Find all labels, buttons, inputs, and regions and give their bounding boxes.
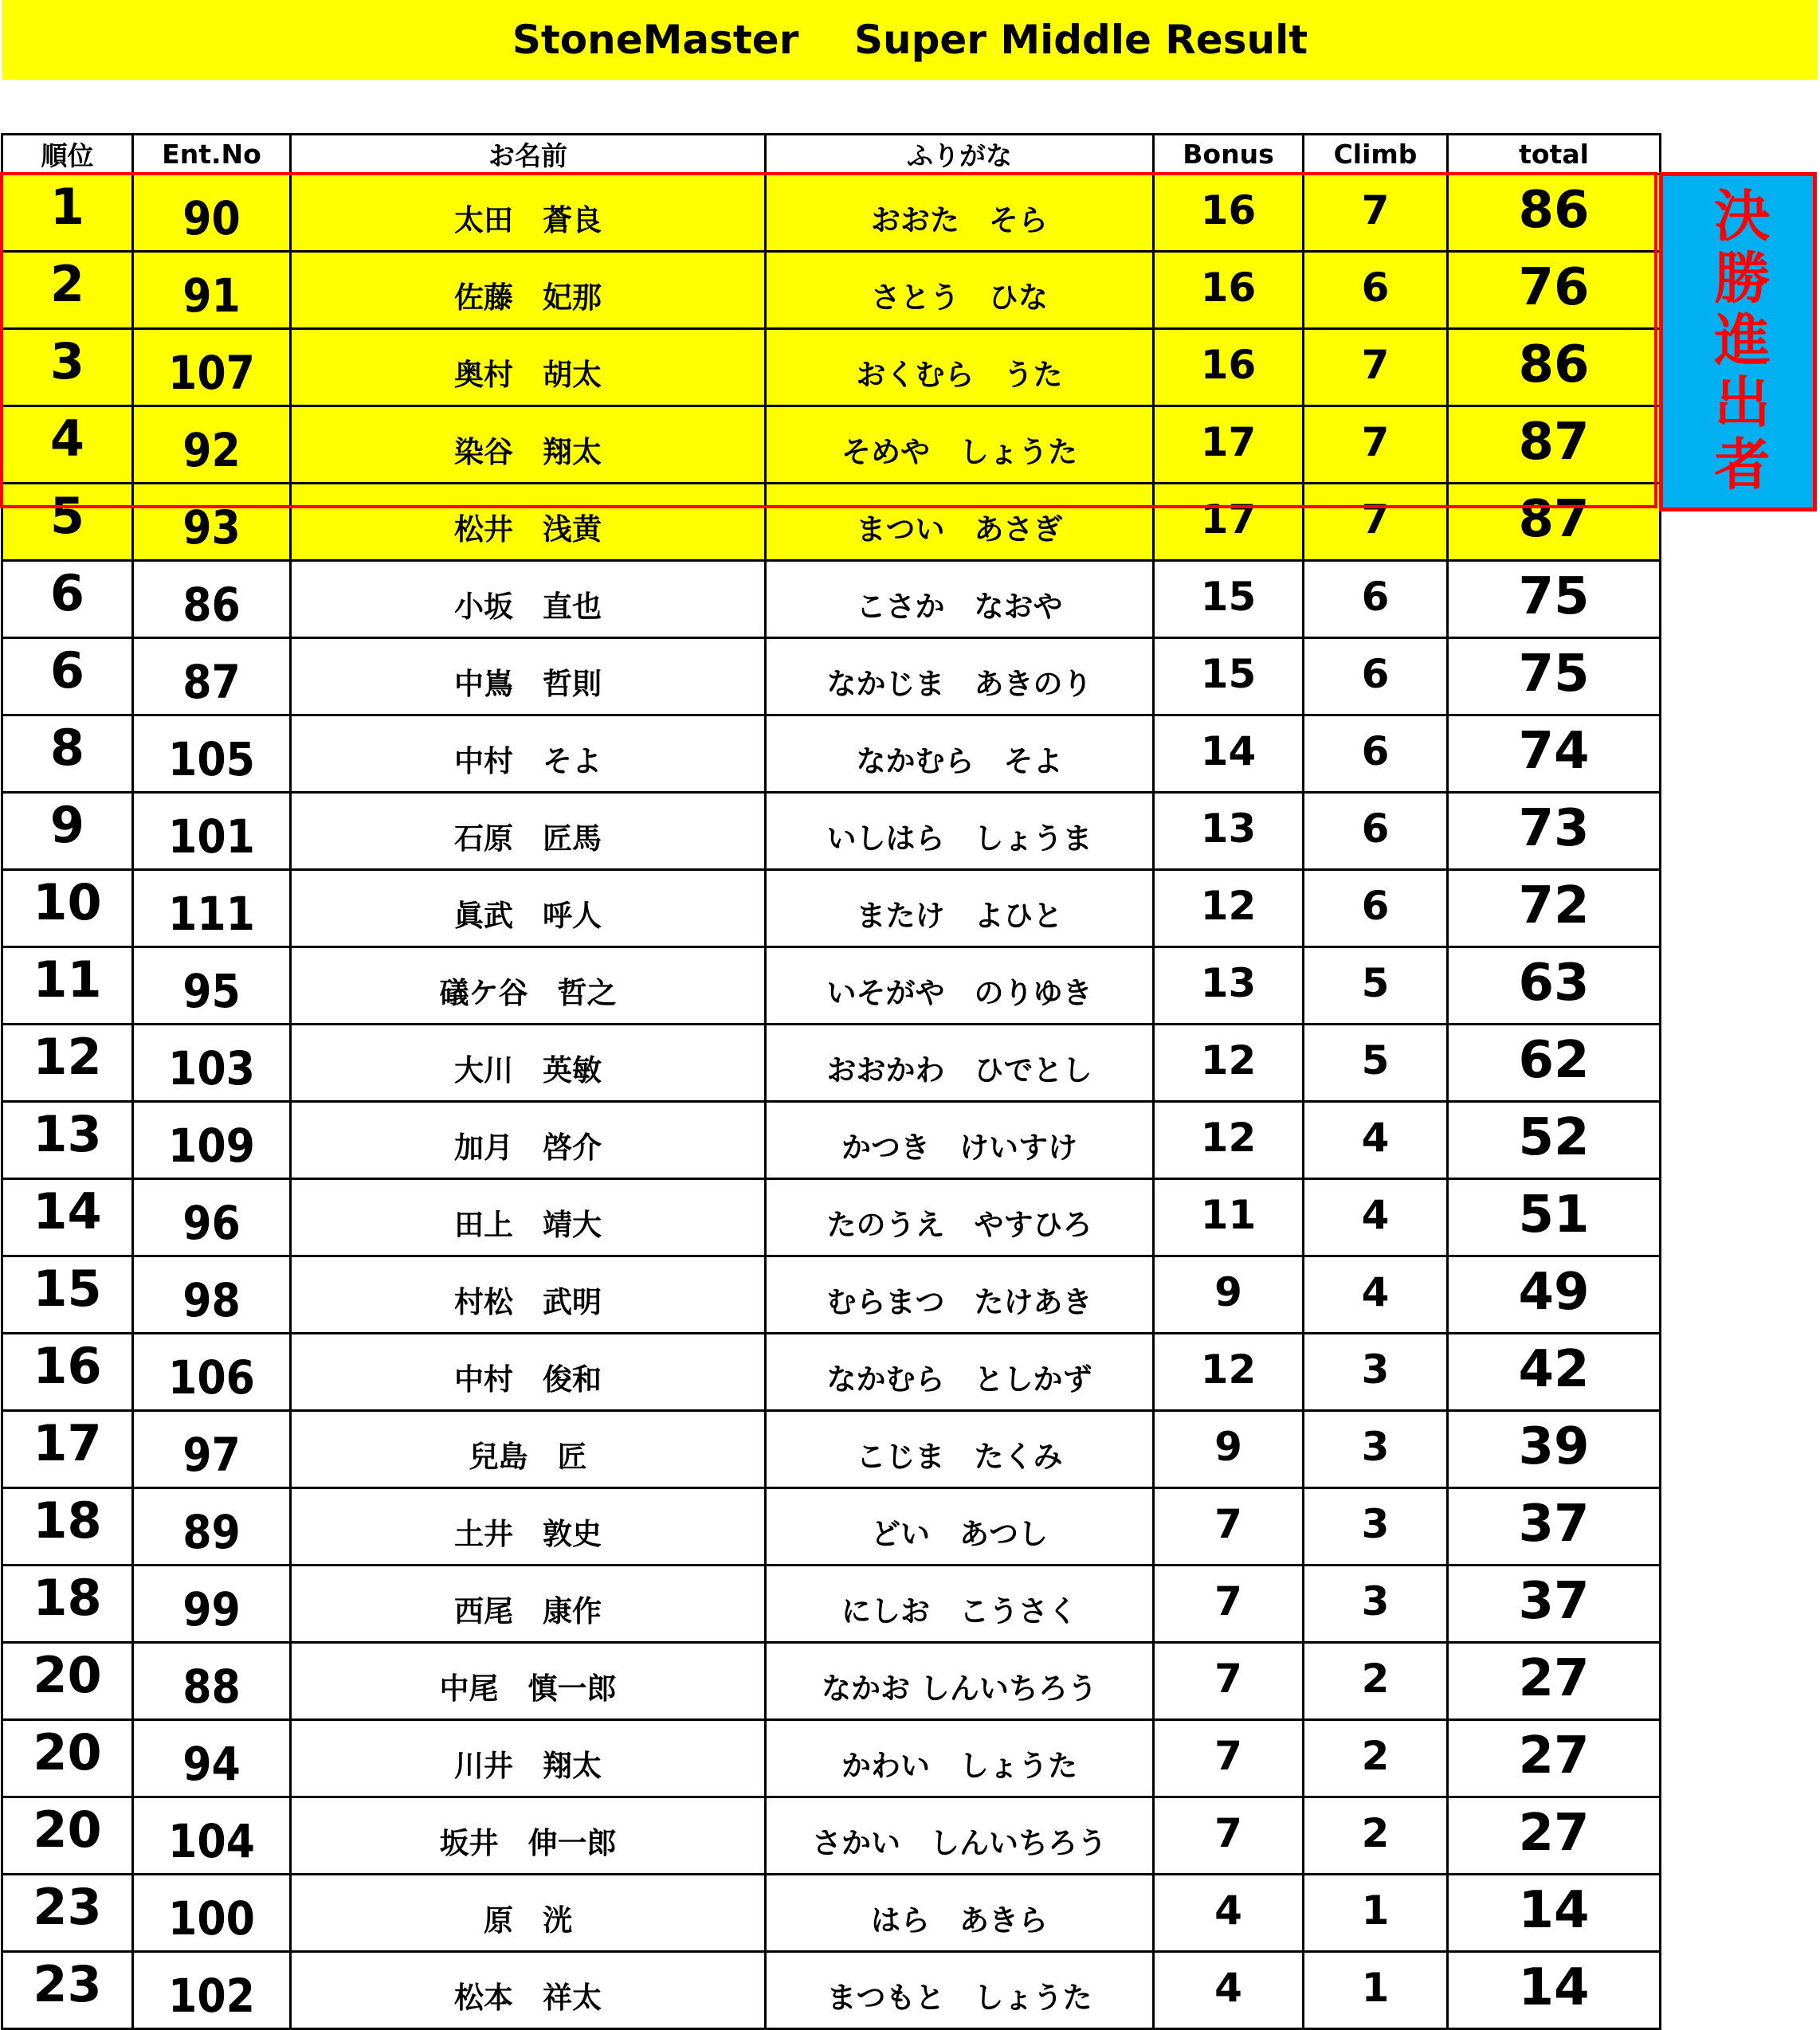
- cell-bonus: 17: [1154, 406, 1304, 484]
- cell-name: 小坂 直也: [291, 561, 766, 638]
- table-row: [2, 1256, 1661, 1334]
- cell-bonus: 16: [1154, 174, 1304, 252]
- cell-rank: 20: [2, 1643, 133, 1720]
- cell-entno: 96: [133, 1179, 291, 1256]
- table-row: [2, 174, 1661, 252]
- results-body: [2, 174, 1661, 2029]
- cell-kana: はら あきら: [766, 1875, 1154, 1952]
- cell-rank: 10: [2, 870, 133, 947]
- cell-kana: おおた そら: [766, 174, 1154, 252]
- cell-name: 加月 啓介: [291, 1102, 766, 1179]
- cell-entno: 102: [133, 1952, 291, 2029]
- cell-climb: 2: [1304, 1720, 1448, 1797]
- table-row: [2, 406, 1661, 484]
- cell-kana: なかお しんいちろう: [766, 1643, 1154, 1720]
- cell-entno: 103: [133, 1025, 291, 1102]
- cell-total: 14: [1448, 1875, 1661, 1952]
- cell-entno: 101: [133, 793, 291, 870]
- table-row: [2, 947, 1661, 1025]
- cell-name: 中尾 慎一郎: [291, 1643, 766, 1720]
- cell-rank: 13: [2, 1102, 133, 1179]
- cell-entno: 106: [133, 1334, 291, 1411]
- cell-climb: 6: [1304, 561, 1448, 638]
- cell-rank: 9: [2, 793, 133, 870]
- cell-bonus: 15: [1154, 638, 1304, 715]
- cell-rank: 8: [2, 715, 133, 793]
- cell-name: 中嶌 哲則: [291, 638, 766, 715]
- table-row: [2, 329, 1661, 406]
- table-row: [2, 793, 1661, 870]
- table-row: [2, 1334, 1661, 1411]
- table-row: [2, 870, 1661, 947]
- page-title-left: StoneMaster: [512, 17, 799, 63]
- cell-entno: 87: [133, 638, 291, 715]
- cell-kana: さとう ひな: [766, 252, 1154, 329]
- cell-name: 奥村 胡太: [291, 329, 766, 406]
- header-kana: ふりがな: [766, 135, 1154, 174]
- cell-kana: またけ よひと: [766, 870, 1154, 947]
- cell-name: 礒ケ谷 哲之: [291, 947, 766, 1025]
- cell-climb: 3: [1304, 1566, 1448, 1643]
- cell-bonus: 13: [1154, 793, 1304, 870]
- cell-total: 76: [1448, 252, 1661, 329]
- cell-climb: 4: [1304, 1179, 1448, 1256]
- cell-kana: そめや しょうた: [766, 406, 1154, 484]
- cell-entno: 88: [133, 1643, 291, 1720]
- cell-rank: 5: [2, 484, 133, 561]
- finalist-badge: [1659, 172, 1817, 511]
- cell-name: 佐藤 妃那: [291, 252, 766, 329]
- cell-entno: 99: [133, 1566, 291, 1643]
- cell-name: 石原 匠馬: [291, 793, 766, 870]
- cell-entno: 92: [133, 406, 291, 484]
- cell-name: 眞武 呼人: [291, 870, 766, 947]
- cell-rank: 12: [2, 1025, 133, 1102]
- results-table: [1, 133, 1661, 2030]
- cell-kana: なかむら そよ: [766, 715, 1154, 793]
- cell-bonus: 7: [1154, 1720, 1304, 1797]
- cell-entno: 97: [133, 1411, 291, 1488]
- header-total: total: [1448, 135, 1661, 174]
- cell-climb: 5: [1304, 1025, 1448, 1102]
- cell-total: 27: [1448, 1720, 1661, 1797]
- cell-climb: 6: [1304, 870, 1448, 947]
- cell-climb: 6: [1304, 252, 1448, 329]
- cell-total: 27: [1448, 1797, 1661, 1875]
- cell-name: 中村 そよ: [291, 715, 766, 793]
- cell-climb: 3: [1304, 1334, 1448, 1411]
- header-rank: 順位: [2, 135, 133, 174]
- header-climb: Climb: [1304, 135, 1448, 174]
- cell-entno: 105: [133, 715, 291, 793]
- cell-entno: 94: [133, 1720, 291, 1797]
- cell-name: 松本 祥太: [291, 1952, 766, 2029]
- cell-entno: 111: [133, 870, 291, 947]
- cell-climb: 5: [1304, 947, 1448, 1025]
- table-row: [2, 1025, 1661, 1102]
- cell-total: 49: [1448, 1256, 1661, 1334]
- cell-bonus: 4: [1154, 1952, 1304, 2029]
- cell-climb: 7: [1304, 406, 1448, 484]
- table-row: [2, 1102, 1661, 1179]
- cell-name: 染谷 翔太: [291, 406, 766, 484]
- cell-rank: 16: [2, 1334, 133, 1411]
- cell-kana: まつもと しょうた: [766, 1952, 1154, 2029]
- cell-total: 75: [1448, 561, 1661, 638]
- cell-bonus: 11: [1154, 1179, 1304, 1256]
- header-row: [2, 135, 1661, 174]
- table-row: [2, 715, 1661, 793]
- table-row: [2, 1566, 1661, 1643]
- cell-rank: 23: [2, 1952, 133, 2029]
- cell-entno: 90: [133, 174, 291, 252]
- cell-bonus: 7: [1154, 1566, 1304, 1643]
- table-row: [2, 1875, 1661, 1952]
- cell-rank: 1: [2, 174, 133, 252]
- cell-name: 太田 蒼良: [291, 174, 766, 252]
- cell-climb: 6: [1304, 715, 1448, 793]
- cell-climb: 7: [1304, 484, 1448, 561]
- cell-name: 兒島 匠: [291, 1411, 766, 1488]
- cell-bonus: 7: [1154, 1643, 1304, 1720]
- cell-climb: 2: [1304, 1797, 1448, 1875]
- table-row: [2, 1952, 1661, 2029]
- cell-kana: こさか なおや: [766, 561, 1154, 638]
- cell-total: 27: [1448, 1643, 1661, 1720]
- cell-name: 村松 武明: [291, 1256, 766, 1334]
- cell-rank: 20: [2, 1797, 133, 1875]
- cell-entno: 104: [133, 1797, 291, 1875]
- cell-total: 73: [1448, 793, 1661, 870]
- cell-kana: いしはら しょうま: [766, 793, 1154, 870]
- table-row: [2, 484, 1661, 561]
- title-bar: [2, 0, 1818, 80]
- cell-rank: 18: [2, 1566, 133, 1643]
- cell-rank: 18: [2, 1488, 133, 1566]
- cell-name: 西尾 康作: [291, 1566, 766, 1643]
- cell-total: 72: [1448, 870, 1661, 947]
- page-title-right: Super Middle Result: [854, 17, 1308, 63]
- cell-rank: 3: [2, 329, 133, 406]
- cell-kana: いそがや のりゆき: [766, 947, 1154, 1025]
- cell-entno: 95: [133, 947, 291, 1025]
- cell-climb: 1: [1304, 1952, 1448, 2029]
- header-name: お名前: [291, 135, 766, 174]
- cell-name: 松井 浅黄: [291, 484, 766, 561]
- cell-entno: 109: [133, 1102, 291, 1179]
- cell-bonus: 7: [1154, 1488, 1304, 1566]
- title-gap: [798, 17, 854, 63]
- cell-total: 37: [1448, 1566, 1661, 1643]
- cell-entno: 107: [133, 329, 291, 406]
- table-row: [2, 252, 1661, 329]
- cell-bonus: 14: [1154, 715, 1304, 793]
- finalist-label: 決勝進出者: [1705, 186, 1771, 497]
- table-row: [2, 561, 1661, 638]
- cell-total: 39: [1448, 1411, 1661, 1488]
- cell-kana: なかむら としかず: [766, 1334, 1154, 1411]
- cell-entno: 89: [133, 1488, 291, 1566]
- cell-total: 74: [1448, 715, 1661, 793]
- cell-rank: 2: [2, 252, 133, 329]
- cell-total: 52: [1448, 1102, 1661, 1179]
- cell-name: 川井 翔太: [291, 1720, 766, 1797]
- cell-bonus: 12: [1154, 870, 1304, 947]
- cell-rank: 11: [2, 947, 133, 1025]
- cell-bonus: 7: [1154, 1797, 1304, 1875]
- cell-total: 86: [1448, 174, 1661, 252]
- cell-bonus: 12: [1154, 1334, 1304, 1411]
- cell-name: 中村 俊和: [291, 1334, 766, 1411]
- table-row: [2, 638, 1661, 715]
- cell-kana: むらまつ たけあき: [766, 1256, 1154, 1334]
- cell-climb: 7: [1304, 329, 1448, 406]
- cell-bonus: 9: [1154, 1411, 1304, 1488]
- cell-kana: たのうえ やすひろ: [766, 1179, 1154, 1256]
- cell-total: 62: [1448, 1025, 1661, 1102]
- cell-bonus: 4: [1154, 1875, 1304, 1952]
- cell-rank: 15: [2, 1256, 133, 1334]
- cell-climb: 6: [1304, 793, 1448, 870]
- table-row: [2, 1797, 1661, 1875]
- cell-entno: 98: [133, 1256, 291, 1334]
- cell-bonus: 17: [1154, 484, 1304, 561]
- cell-kana: なかじま あきのり: [766, 638, 1154, 715]
- cell-total: 14: [1448, 1952, 1661, 2029]
- table-row: [2, 1720, 1661, 1797]
- cell-name: 土井 敦史: [291, 1488, 766, 1566]
- cell-total: 75: [1448, 638, 1661, 715]
- cell-entno: 93: [133, 484, 291, 561]
- cell-total: 42: [1448, 1334, 1661, 1411]
- cell-climb: 3: [1304, 1488, 1448, 1566]
- cell-bonus: 15: [1154, 561, 1304, 638]
- cell-rank: 23: [2, 1875, 133, 1952]
- cell-kana: おくむら うた: [766, 329, 1154, 406]
- cell-climb: 1: [1304, 1875, 1448, 1952]
- cell-kana: かつき けいすけ: [766, 1102, 1154, 1179]
- cell-kana: こじま たくみ: [766, 1411, 1154, 1488]
- cell-rank: 4: [2, 406, 133, 484]
- cell-climb: 4: [1304, 1256, 1448, 1334]
- table-row: [2, 1643, 1661, 1720]
- cell-name: 坂井 伸一郎: [291, 1797, 766, 1875]
- cell-entno: 86: [133, 561, 291, 638]
- cell-rank: 6: [2, 638, 133, 715]
- cell-bonus: 12: [1154, 1025, 1304, 1102]
- cell-name: 田上 靖大: [291, 1179, 766, 1256]
- cell-kana: どい あつし: [766, 1488, 1154, 1566]
- cell-kana: おおかわ ひでとし: [766, 1025, 1154, 1102]
- cell-climb: 3: [1304, 1411, 1448, 1488]
- cell-bonus: 12: [1154, 1102, 1304, 1179]
- table-row: [2, 1179, 1661, 1256]
- cell-total: 87: [1448, 484, 1661, 561]
- cell-kana: かわい しょうた: [766, 1720, 1154, 1797]
- cell-entno: 91: [133, 252, 291, 329]
- cell-kana: まつい あさぎ: [766, 484, 1154, 561]
- cell-total: 63: [1448, 947, 1661, 1025]
- cell-rank: 20: [2, 1720, 133, 1797]
- header-bonus: Bonus: [1154, 135, 1304, 174]
- cell-climb: 2: [1304, 1643, 1448, 1720]
- cell-name: 大川 英敏: [291, 1025, 766, 1102]
- cell-total: 86: [1448, 329, 1661, 406]
- cell-climb: 4: [1304, 1102, 1448, 1179]
- cell-entno: 100: [133, 1875, 291, 1952]
- cell-kana: さかい しんいちろう: [766, 1797, 1154, 1875]
- cell-bonus: 9: [1154, 1256, 1304, 1334]
- cell-rank: 14: [2, 1179, 133, 1256]
- table-row: [2, 1488, 1661, 1566]
- header-entno: Ent.No: [133, 135, 291, 174]
- cell-bonus: 16: [1154, 252, 1304, 329]
- cell-climb: 7: [1304, 174, 1448, 252]
- cell-bonus: 13: [1154, 947, 1304, 1025]
- cell-total: 37: [1448, 1488, 1661, 1566]
- table-row: [2, 1411, 1661, 1488]
- cell-rank: 17: [2, 1411, 133, 1488]
- cell-kana: にしお こうさく: [766, 1566, 1154, 1643]
- cell-total: 51: [1448, 1179, 1661, 1256]
- cell-total: 87: [1448, 406, 1661, 484]
- cell-rank: 6: [2, 561, 133, 638]
- cell-bonus: 16: [1154, 329, 1304, 406]
- cell-name: 原 洸: [291, 1875, 766, 1952]
- cell-climb: 6: [1304, 638, 1448, 715]
